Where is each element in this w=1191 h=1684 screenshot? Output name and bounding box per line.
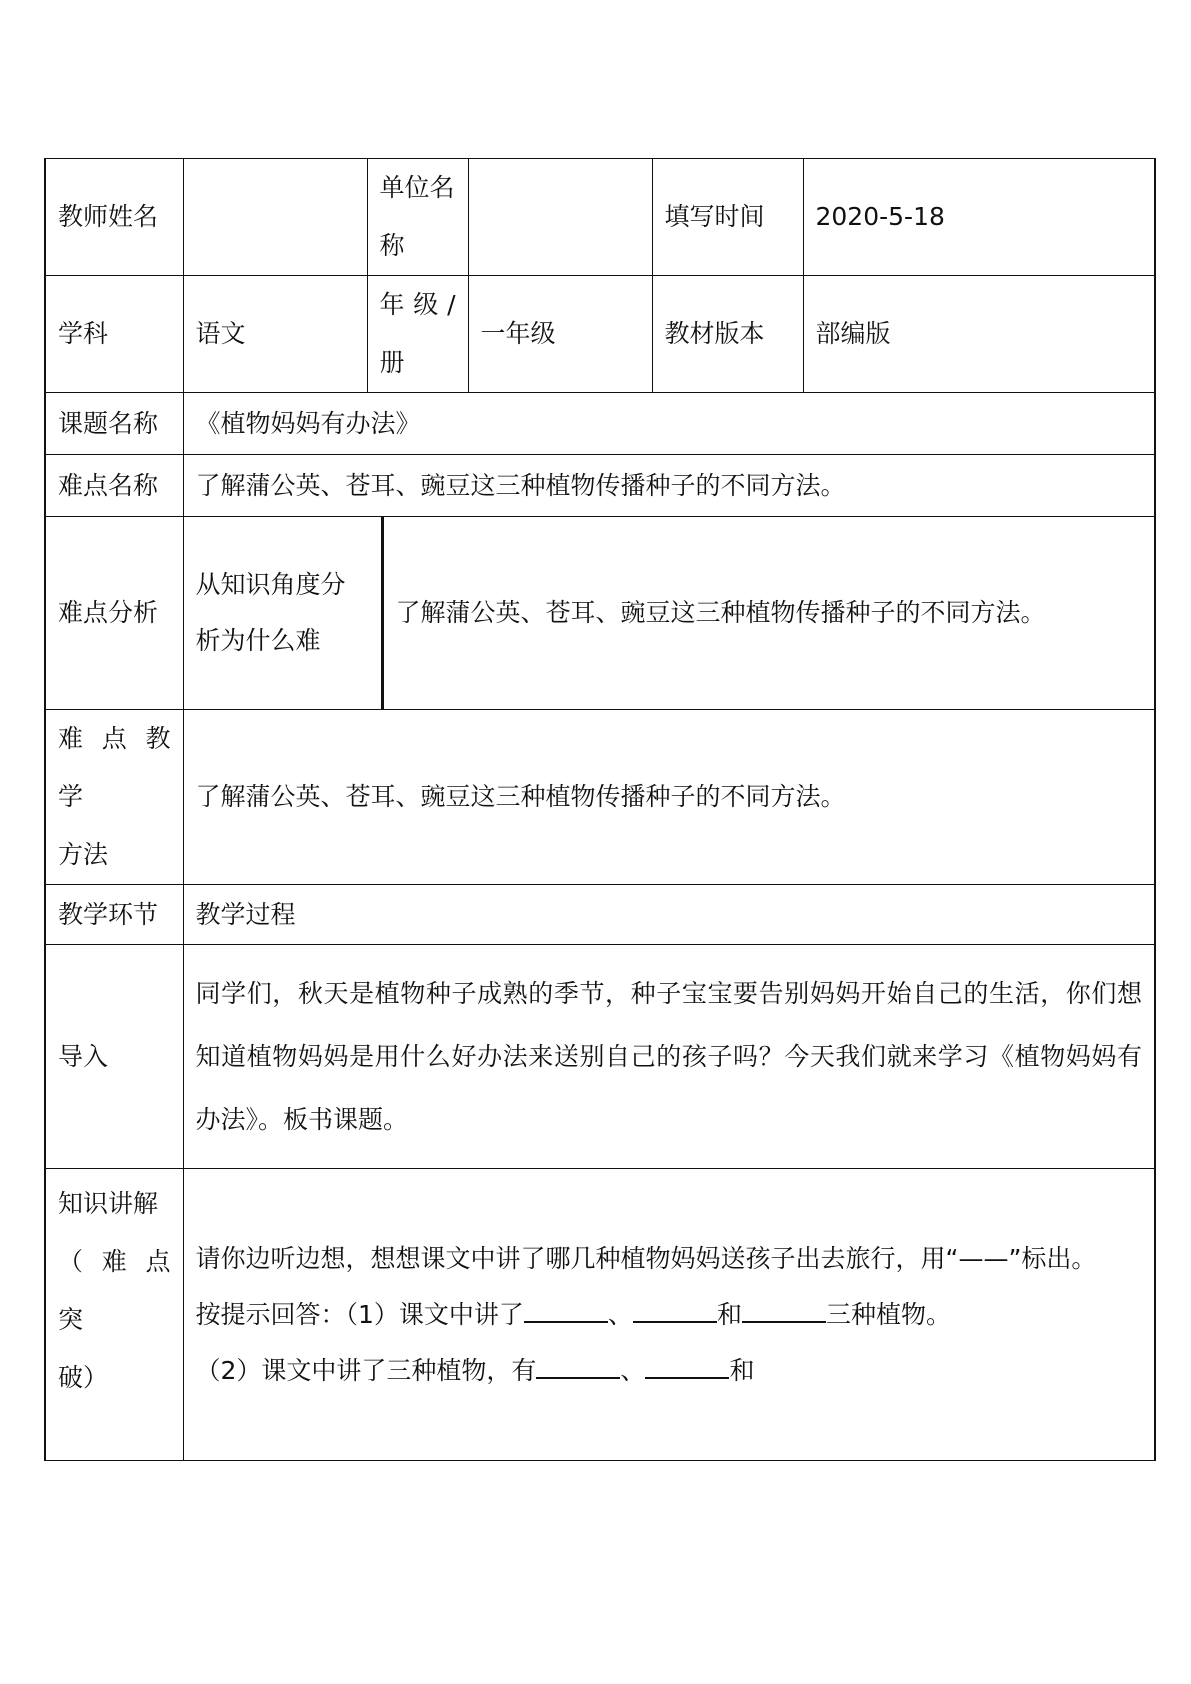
header-row-2 (45, 276, 1155, 393)
q1-prefix: 按提示回答：（1）课文中讲了 (195, 1300, 524, 1329)
lesson-plan-document (44, 158, 1154, 1461)
teacher-name-label: 教师姓名 (45, 159, 183, 276)
method-value: 了解蒲公英、苍耳、豌豆这三种植物传播种子的不同方法。 (183, 710, 1155, 885)
analysis-cell (183, 517, 1155, 710)
q1-blank-2[interactable] (633, 1299, 717, 1323)
difficulty-row (45, 455, 1155, 517)
grade-label (367, 276, 468, 393)
analysis-sub-label: 从知识角度分析为什么难 (184, 517, 384, 709)
process-label: 教学过程 (183, 885, 1155, 945)
fill-time-label: 填写时间 (652, 159, 803, 276)
title-value: 《植物妈妈有办法》 (183, 393, 1155, 455)
knowledge-row (45, 1169, 1155, 1461)
stage-row (45, 885, 1155, 945)
method-label-line2: 方法 (58, 840, 109, 869)
unit-name-value (468, 159, 652, 276)
intro-text: 同学们，秋天是植物种子成熟的季节，种子宝宝要告别妈妈开始自己的生活，你们想知道植物妈妈是用什么好办法来送别自己的孩子吗？今天我们就来学习《植物妈妈有办法》。板书课题。 (183, 945, 1155, 1169)
knowledge-text-1: 请你边听边想，想想课文中讲了哪几种植物妈妈送孩子出去旅行，用“——”标出。 (195, 1244, 1097, 1273)
knowledge-question-1 (196, 1287, 1143, 1343)
q1-sep-1: 、 (607, 1300, 633, 1329)
subject-label: 学科 (45, 276, 183, 393)
q2-sep-1: 、 (620, 1356, 646, 1385)
difficulty-value: 了解蒲公英、苍耳、豌豆这三种植物传播种子的不同方法。 (183, 455, 1155, 517)
intro-row (45, 945, 1155, 1169)
analysis-label: 难点分析 (45, 517, 183, 710)
title-label: 课题名称 (45, 393, 183, 455)
unit-name-label-line1: 单位名 (379, 173, 455, 202)
q1-sep-2: 和 (716, 1300, 742, 1329)
grade-label-line2: 册 (379, 348, 405, 377)
q1-blank-3[interactable] (742, 1299, 826, 1323)
q2-prefix: （2）课文中讲了三种植物，有 (195, 1356, 537, 1385)
q1-suffix: 三种植物。 (825, 1300, 951, 1329)
analysis-row (45, 517, 1155, 710)
q2-blank-1[interactable] (536, 1355, 620, 1379)
textbook-value: 部编版 (803, 276, 1155, 393)
title-row (45, 393, 1155, 455)
q1-blank-1[interactable] (524, 1299, 608, 1323)
intro-label: 导入 (45, 945, 183, 1169)
knowledge-label-line3: 破） (58, 1363, 109, 1392)
method-label-line1: 难 点 教 学 (58, 724, 171, 811)
knowledge-content (183, 1169, 1155, 1461)
header-row-1 (45, 159, 1155, 276)
stage-label: 教学环节 (45, 885, 183, 945)
teacher-name-value (183, 159, 367, 276)
q2-sep-2: 和 (729, 1356, 755, 1385)
method-label (45, 710, 183, 885)
q2-blank-2[interactable] (645, 1355, 729, 1379)
knowledge-label-line1: 知识讲解 (58, 1189, 159, 1218)
lesson-plan-table (44, 158, 1156, 1461)
unit-name-label-line2: 称 (379, 231, 405, 260)
difficulty-label: 难点名称 (45, 455, 183, 517)
fill-time-value: 2020-5-18 (803, 159, 1155, 276)
textbook-label: 教材版本 (652, 276, 803, 393)
grade-label-line1: 年 级 / (379, 290, 456, 319)
analysis-value: 了解蒲公英、苍耳、豌豆这三种植物传播种子的不同方法。 (395, 598, 1046, 627)
unit-name-label (367, 159, 468, 276)
subject-value: 语文 (183, 276, 367, 393)
knowledge-label (45, 1169, 183, 1461)
method-row (45, 710, 1155, 885)
knowledge-question-2 (196, 1343, 1143, 1399)
grade-value: 一年级 (468, 276, 652, 393)
knowledge-label-line2: （ 难 点 突 (58, 1247, 171, 1334)
